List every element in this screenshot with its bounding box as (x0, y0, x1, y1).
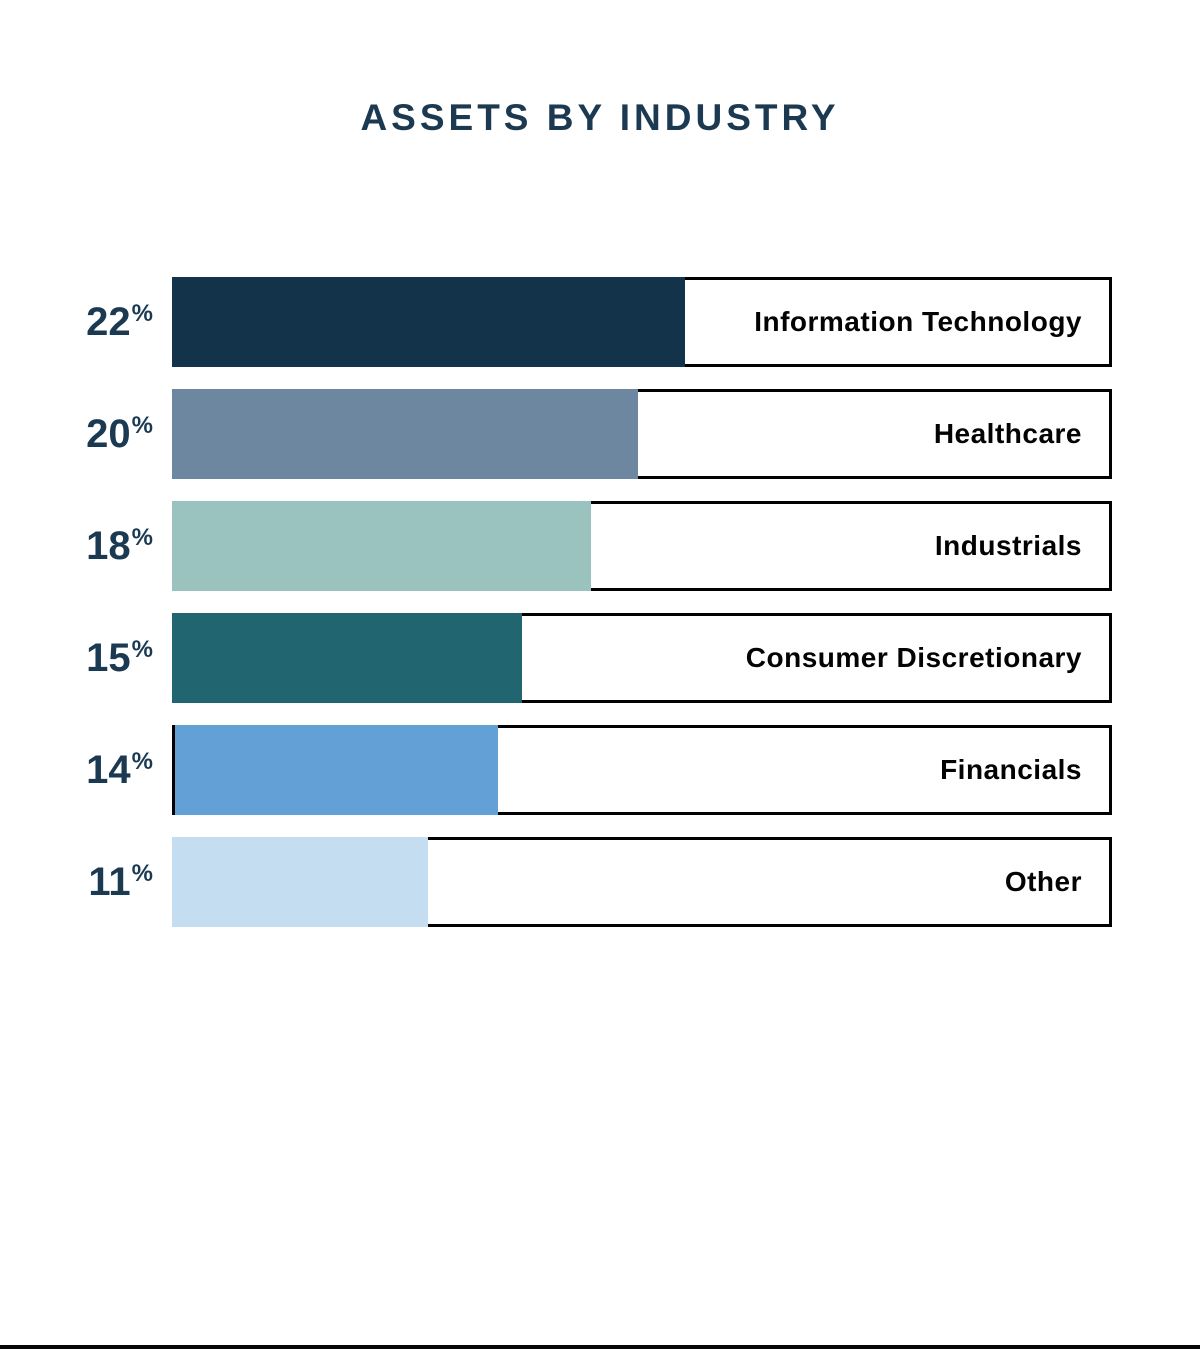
percent-sign: % (131, 748, 153, 775)
value-label (0, 389, 153, 479)
value-label (0, 725, 153, 815)
bar (172, 613, 522, 703)
value-number: 22 (86, 300, 131, 344)
bar-track (172, 725, 1112, 815)
bar (172, 277, 685, 367)
category-label: Information Technology (754, 306, 1082, 337)
bar (172, 725, 498, 815)
category-label-box (635, 389, 1112, 479)
bar (172, 837, 428, 927)
percent-sign: % (131, 636, 153, 663)
category-label-box (425, 837, 1112, 927)
percent-sign: % (131, 860, 153, 887)
bar (172, 501, 591, 591)
category-label-box (682, 277, 1112, 367)
chart-row (0, 837, 1112, 927)
value-label (0, 501, 153, 591)
value-label (0, 277, 153, 367)
chart-row (0, 389, 1112, 479)
percent-sign: % (131, 524, 153, 551)
chart-row (0, 277, 1112, 367)
value-number: 11 (88, 860, 131, 904)
bottom-divider (0, 1345, 1200, 1349)
bar-chart (0, 277, 1112, 949)
bar (172, 389, 638, 479)
bar-track (172, 837, 1112, 927)
chart-row (0, 613, 1112, 703)
category-label: Other (1004, 866, 1082, 897)
value-number: 15 (86, 636, 131, 680)
bar-track (172, 613, 1112, 703)
value-number: 18 (86, 524, 131, 568)
chart-row (0, 501, 1112, 591)
category-label: Healthcare (933, 418, 1082, 449)
category-label: Financials (940, 754, 1082, 785)
category-label-box (519, 613, 1112, 703)
category-label-box (495, 725, 1112, 815)
value-number: 20 (86, 412, 131, 456)
category-label-box (588, 501, 1112, 591)
value-label (0, 837, 153, 927)
percent-sign: % (131, 412, 153, 439)
category-label: Consumer Discretionary (745, 642, 1082, 673)
chart-title: ASSETS BY INDUSTRY (360, 97, 840, 138)
value-number: 14 (86, 748, 131, 792)
bar-track (172, 501, 1112, 591)
value-label (0, 613, 153, 703)
chart-row (0, 725, 1112, 815)
category-label: Industrials (934, 530, 1082, 561)
bar-track (172, 389, 1112, 479)
percent-sign: % (131, 300, 153, 327)
bar-track (172, 277, 1112, 367)
